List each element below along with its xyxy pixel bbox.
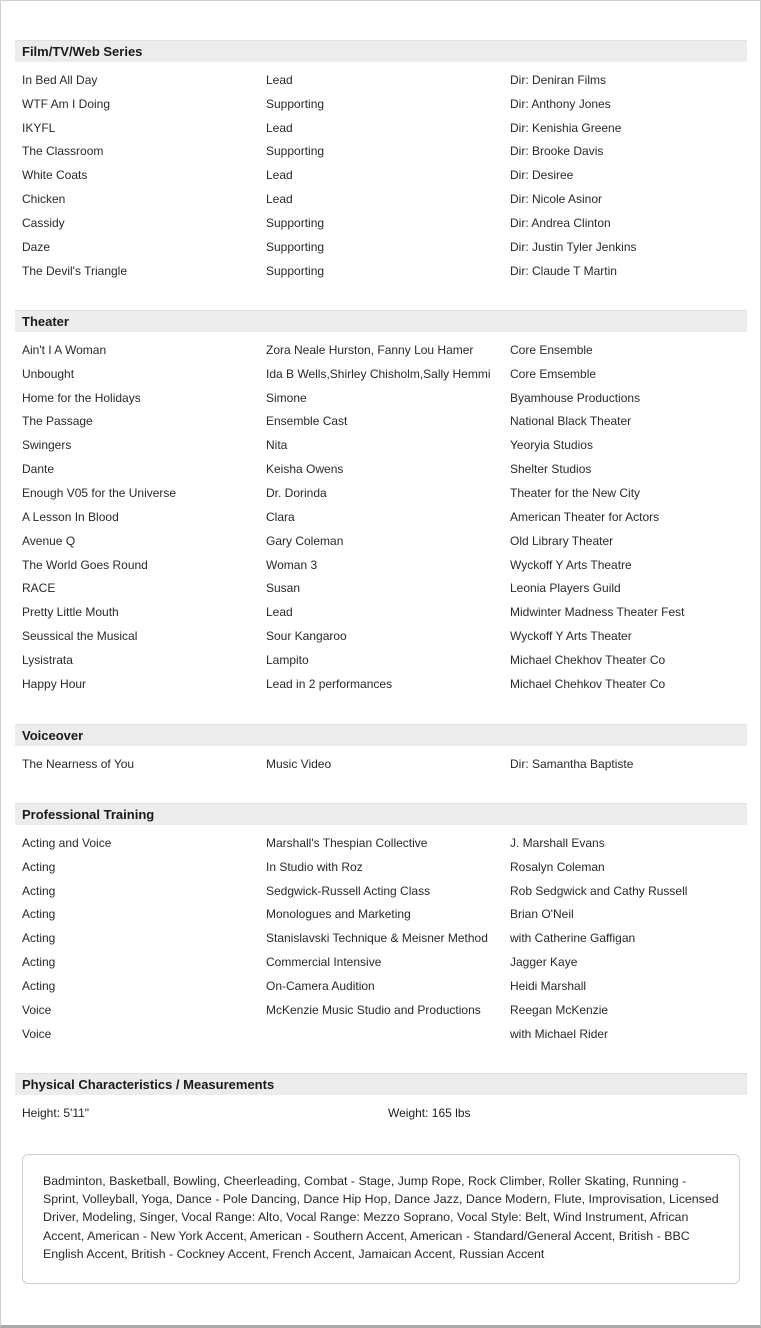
credit-role: Marshall's Thespian Collective <box>266 835 428 850</box>
credit-company: with Catherine Gaffigan <box>510 931 636 946</box>
credit-role: Clara <box>266 509 295 524</box>
section-film <box>15 40 747 283</box>
credit-row <box>15 752 747 776</box>
credit-company: Dir: Kenishia Greene <box>510 120 622 135</box>
skills-box: Badminton, Basketball, Bowling, Cheerleading, Combat - Stage, Jump Rope, Rock Climber, Roller Skating, Running - Sprint, Volleyball, Yoga, Dance - Pole Dancing, Dance Hip Hop, Dance Jazz, Dance Modern, Flute, Improvisation, Licensed Driver, Modeling, Singer, Vocal Range: Alto, Vocal Range: Mezzo Soprano, Vocal Style: Belt, Wind Instrument, African Accent, American - New York Accent, American - Southern Accent, American - Standard/General Accent, British - BBC English Accent, British - Cockney Accent, French Accent, Jamaican Accent, Russian Accent <box>22 1154 740 1284</box>
credit-row <box>15 950 747 974</box>
credit-role: Supporting <box>266 144 325 159</box>
credit-role: Susan <box>266 581 301 596</box>
credit-role: Lead <box>266 120 293 135</box>
credit-title: The World Goes Round <box>22 557 148 572</box>
credit-title: Daze <box>22 239 51 254</box>
credit-row <box>15 92 747 116</box>
credit-company: Wyckoff Y Arts Theatre <box>510 557 632 572</box>
credit-company: Dir: Desiree <box>510 168 574 183</box>
credit-company: Rob Sedgwick and Cathy Russell <box>510 883 688 898</box>
credit-company: Dir: Claude T Martin <box>510 263 617 278</box>
credit-title: The Passage <box>22 414 93 429</box>
credit-title: RACE <box>22 581 56 596</box>
credit-title: IKYFL <box>22 120 56 135</box>
credit-title: Acting <box>22 955 56 970</box>
credit-role: Dr. Dorinda <box>266 485 327 500</box>
credit-role: McKenzie Music Studio and Productions <box>266 1002 481 1017</box>
credit-row <box>15 600 747 624</box>
credit-title: White Coats <box>22 168 88 183</box>
credit-row <box>15 1022 747 1046</box>
credit-role: Ensemble Cast <box>266 414 348 429</box>
credit-company: Jagger Kaye <box>510 955 578 970</box>
credit-title: In Bed All Day <box>22 72 98 87</box>
credit-row <box>15 386 747 410</box>
credit-title: Home for the Holidays <box>22 390 141 405</box>
credit-row <box>15 505 747 529</box>
credit-role: Simone <box>266 390 307 405</box>
credit-title: Acting <box>22 978 56 993</box>
credit-title: Enough V05 for the Universe <box>22 485 177 500</box>
section-title-physical: Physical Characteristics / Measurements <box>15 1073 747 1095</box>
credit-title: Voice <box>22 1002 52 1017</box>
credit-row <box>15 903 747 927</box>
credit-role: Lead <box>266 192 293 207</box>
credit-company: Reegan McKenzie <box>510 1002 609 1017</box>
credit-role: Gary Coleman <box>266 533 344 548</box>
credit-row <box>15 529 747 553</box>
credit-company: Dir: Deniran Films <box>510 72 607 87</box>
credit-company: Heidi Marshall <box>510 978 587 993</box>
credit-row <box>15 163 747 187</box>
credit-row <box>15 672 747 696</box>
credit-company: Michael Chekhov Theater Co <box>510 652 666 667</box>
credit-title: Acting <box>22 931 56 946</box>
section-title-training: Professional Training <box>15 803 747 825</box>
credit-role: Nita <box>266 438 288 453</box>
credit-row <box>15 831 747 855</box>
credit-row <box>15 576 747 600</box>
credit-row <box>15 624 747 648</box>
theater-rows <box>15 332 747 696</box>
credit-role: Supporting <box>266 215 325 230</box>
credit-company: Core Ensemble <box>510 342 593 357</box>
credit-title: Cassidy <box>22 215 65 230</box>
credit-role: Lead in 2 performances <box>266 676 393 691</box>
credit-company: Michael Chehkov Theater Co <box>510 676 666 691</box>
credit-role: Lead <box>266 72 293 87</box>
credit-company: Dir: Justin Tyler Jenkins <box>510 239 637 254</box>
section-training <box>15 803 747 1046</box>
physical-row <box>15 1095 747 1125</box>
credit-row <box>15 481 747 505</box>
height-value: Height: 5'11" <box>22 1106 90 1120</box>
credit-title: The Devil's Triangle <box>22 263 127 278</box>
credit-row <box>15 362 747 386</box>
credit-title: Acting <box>22 883 56 898</box>
credit-row <box>15 553 747 577</box>
credit-company: Dir: Anthony Jones <box>510 96 611 111</box>
credit-row <box>15 187 747 211</box>
credit-row <box>15 926 747 950</box>
credit-title: Seussical the Musical <box>22 629 138 644</box>
credit-company: Shelter Studios <box>510 462 592 477</box>
credit-company: Byamhouse Productions <box>510 390 641 405</box>
credit-row <box>15 140 747 164</box>
credit-title: Ain't I A Woman <box>22 342 107 357</box>
credit-title: Pretty Little Mouth <box>22 605 119 620</box>
credit-company: Old Library Theater <box>510 533 614 548</box>
credit-company: Yeoryia Studios <box>510 438 593 453</box>
section-physical <box>15 1073 747 1125</box>
section-title-theater: Theater <box>15 310 747 332</box>
credit-title: The Nearness of You <box>22 756 135 771</box>
credit-row <box>15 211 747 235</box>
credit-title: Voice <box>22 1026 52 1041</box>
credit-role: Commercial Intensive <box>266 955 382 970</box>
credit-title: Lysistrata <box>22 652 73 667</box>
credit-role: Ida B Wells,Shirley Chisholm,Sally Hemmi <box>266 366 491 381</box>
credit-role: Monologues and Marketing <box>266 907 411 922</box>
voiceover-rows <box>15 746 747 776</box>
credit-title: Dante <box>22 462 55 477</box>
credit-company: National Black Theater <box>510 414 632 429</box>
credit-row <box>15 648 747 672</box>
credit-title: Chicken <box>22 192 66 207</box>
credit-title: Happy Hour <box>22 676 87 691</box>
credit-title: WTF Am I Doing <box>22 96 111 111</box>
credit-company: Midwinter Madness Theater Fest <box>510 605 685 620</box>
credit-row <box>15 68 747 92</box>
section-title-voiceover: Voiceover <box>15 724 747 746</box>
credit-row <box>15 998 747 1022</box>
credit-title: Acting and Voice <box>22 835 112 850</box>
weight-value: Weight: 165 lbs <box>388 1106 471 1120</box>
section-theater <box>15 310 747 696</box>
credit-role: Zora Neale Hurston, Fanny Lou Hamer <box>266 342 474 357</box>
credit-company: J. Marshall Evans <box>510 835 605 850</box>
credit-row <box>15 259 747 283</box>
credit-role: Lead <box>266 605 293 620</box>
credit-row <box>15 879 747 903</box>
section-title-film: Film/TV/Web Series <box>15 40 747 62</box>
credit-row <box>15 855 747 879</box>
credit-role: Supporting <box>266 263 325 278</box>
credit-row <box>15 974 747 998</box>
credit-company: Core Emsemble <box>510 366 597 381</box>
credit-company: Dir: Andrea Clinton <box>510 215 611 230</box>
credit-role: Woman 3 <box>266 557 318 572</box>
credit-row <box>15 410 747 434</box>
credit-role: Stanislavski Technique & Meisner Method <box>266 931 488 946</box>
credit-row <box>15 433 747 457</box>
credit-row <box>15 116 747 140</box>
credit-company: Theater for the New City <box>510 485 641 500</box>
film-rows <box>15 62 747 283</box>
credit-company: Leonia Players Guild <box>510 581 621 596</box>
credit-title: Acting <box>22 907 56 922</box>
credit-company: Wyckoff Y Arts Theater <box>510 629 632 644</box>
credit-title: Avenue Q <box>22 533 76 548</box>
credit-row <box>15 338 747 362</box>
credit-title: Acting <box>22 859 56 874</box>
credit-title: Unbought <box>22 366 75 381</box>
credit-company: Brian O'Neil <box>510 907 574 922</box>
credit-company: Dir: Brooke Davis <box>510 144 604 159</box>
credit-company: Rosalyn Coleman <box>510 859 605 874</box>
credit-role: Supporting <box>266 96 325 111</box>
credit-company: Dir: Samantha Baptiste <box>510 756 634 771</box>
credit-role: Lead <box>266 168 293 183</box>
credit-company: with Michael Rider <box>510 1026 609 1041</box>
credit-title: Swingers <box>22 438 72 453</box>
credit-title: A Lesson In Blood <box>22 509 119 524</box>
credit-company: Dir: Nicole Asinor <box>510 192 603 207</box>
training-rows <box>15 825 747 1046</box>
section-voiceover <box>15 724 747 776</box>
credit-role: On-Camera Audition <box>266 978 375 993</box>
credit-role: In Studio with Roz <box>266 859 363 874</box>
credit-title: The Classroom <box>22 144 104 159</box>
credit-role: Keisha Owens <box>266 462 344 477</box>
credit-role: Lampito <box>266 652 309 667</box>
credit-role: Sedgwick-Russell Acting Class <box>266 883 431 898</box>
credit-row <box>15 457 747 481</box>
credit-row <box>15 235 747 259</box>
credit-role: Sour Kangaroo <box>266 629 347 644</box>
credit-role: Music Video <box>266 756 332 771</box>
credit-company: American Theater for Actors <box>510 509 660 524</box>
credit-role: Supporting <box>266 239 325 254</box>
